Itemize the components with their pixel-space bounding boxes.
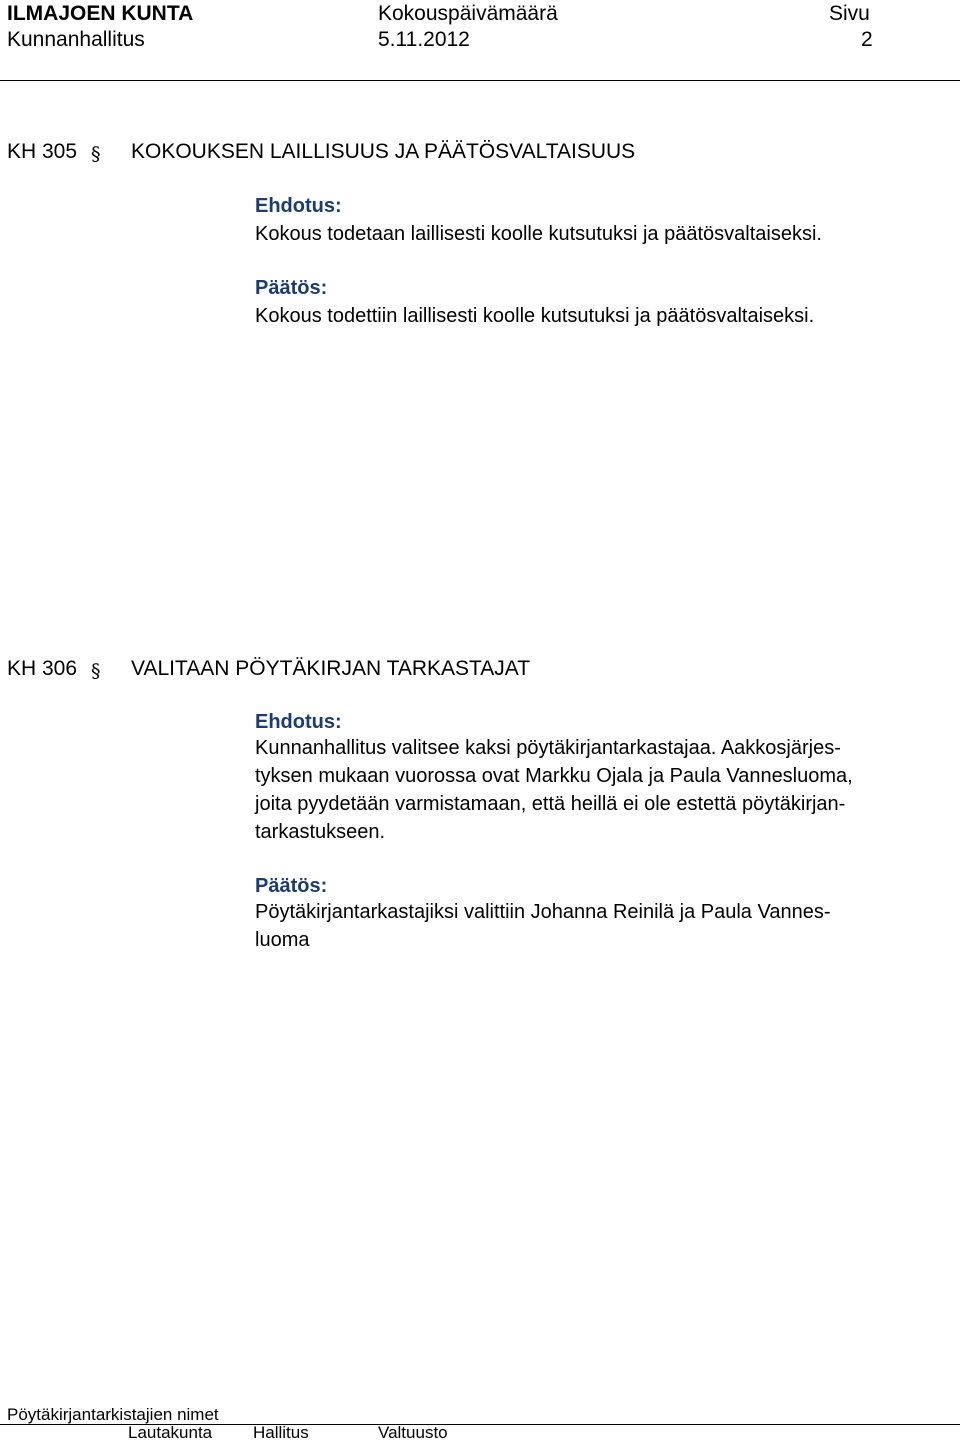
proposal-text-line-1: Kunnanhallitus valitsee kaksi pöytäkirjantarkastajaa. Aakkosjärjes-: [255, 737, 841, 759]
footer-col-government: Hallitus: [253, 1423, 309, 1442]
decision-label: Päätös:: [255, 277, 328, 299]
section-number: KH 306: [7, 657, 78, 680]
organization-name: ILMAJOEN KUNTA: [7, 2, 194, 25]
body-name: Kunnanhallitus: [7, 28, 145, 51]
section-title: KOKOUKSEN LAILLISUUS JA PÄÄTÖSVALTAISUUS: [131, 140, 636, 163]
paragraph-sign: §: [91, 660, 101, 682]
meeting-date-label: Kokouspäivämäärä: [378, 2, 558, 25]
proposal-text-line-4: tarkastukseen.: [255, 821, 386, 843]
signatures-label: Pöytäkirjantarkistajien nimet: [7, 1405, 219, 1424]
decision-label: Päätös:: [255, 875, 328, 897]
proposal-text-line-3: joita pyydetään varmistamaan, että heillä ei ole estettä pöytäkirjan-: [255, 793, 846, 815]
proposal-text: Kokous todetaan laillisesti koolle kutsutuksi ja päätösvaltaiseksi.: [255, 223, 822, 245]
decision-text: Kokous todettiin laillisesti koolle kutsutuksi ja päätösvaltaiseksi.: [255, 305, 815, 327]
decision-text-line-1: Pöytäkirjantarkastajiksi valittiin Johanna Reinilä ja Paula Vannes-: [255, 901, 831, 923]
footer-col-board: Lautakunta: [128, 1423, 213, 1442]
page-label: Sivu: [829, 2, 870, 25]
proposal-text-line-2: tyksen mukaan vuorossa ovat Markku Ojala ja Paula Vannesluoma,: [255, 765, 853, 787]
page-number: 2: [861, 28, 873, 51]
meeting-date-value: 5.11.2012: [378, 28, 470, 51]
header-divider: [0, 80, 960, 81]
paragraph-sign: §: [91, 143, 101, 165]
section-title: VALITAAN PÖYTÄKIRJAN TARKASTAJAT: [131, 657, 531, 680]
footer-col-council: Valtuusto: [378, 1423, 448, 1442]
section-number: KH 305: [7, 140, 78, 163]
proposal-label: Ehdotus:: [255, 195, 342, 217]
proposal-label: Ehdotus:: [255, 711, 342, 733]
decision-text-line-2: luoma: [255, 929, 310, 951]
